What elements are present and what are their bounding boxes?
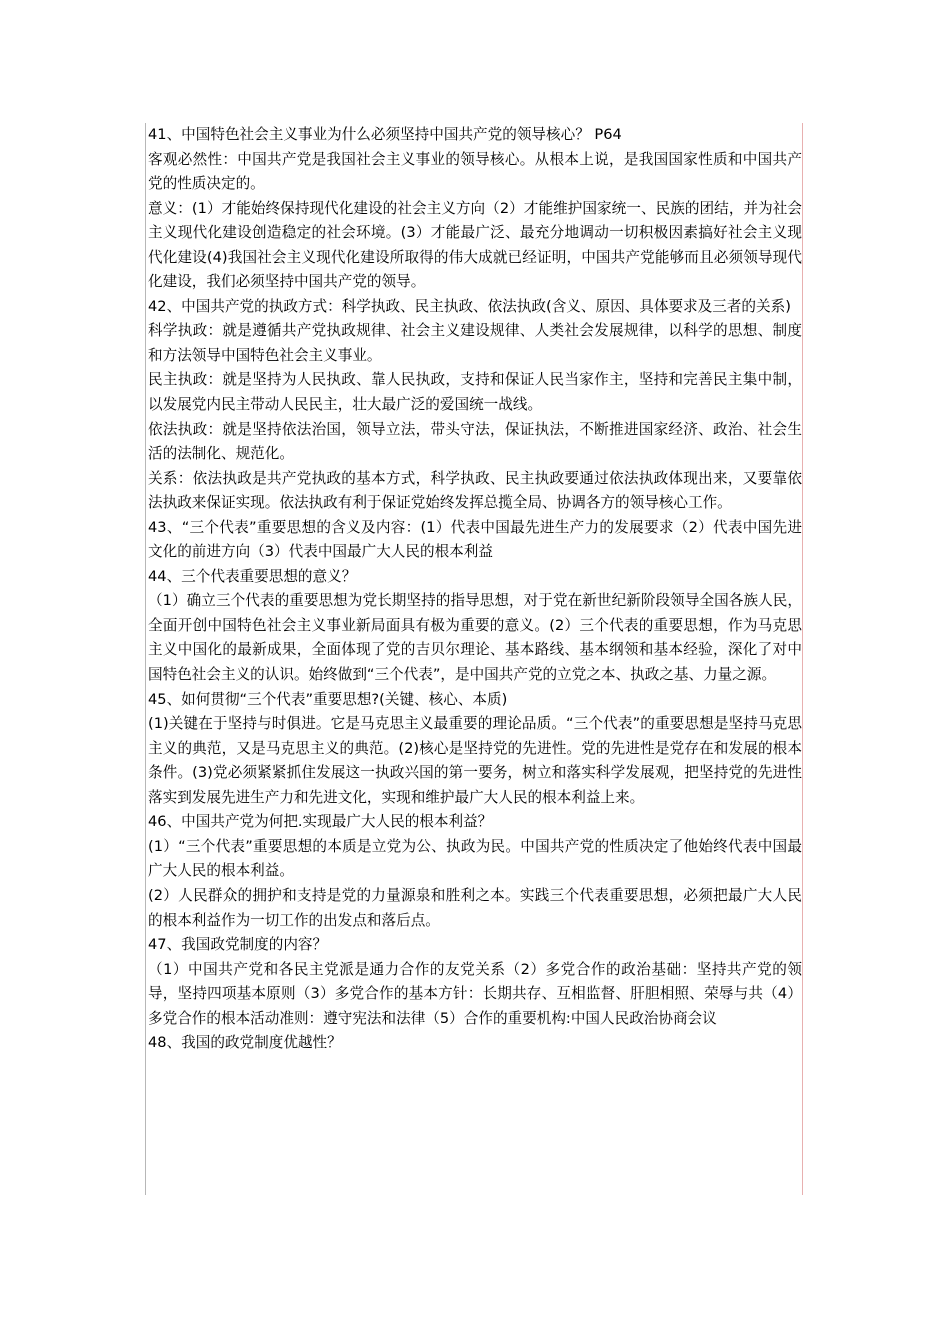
answer-paragraph: 客观必然性：中国共产党是我国社会主义事业的领导核心。从根本上说，是我国国家性质和中国共产党的性质决定的。	[148, 150, 802, 193]
question-46-heading: 46、中国共产党为何把.实现最广大人民的根本利益？	[148, 813, 493, 831]
answer-paragraph: 意义：(1）才能始终保持现代化建设的社会主义方向（2）才能维护国家统一、民族的团结，并为社会主义现代化建设创造稳定的社会环境。(3）才能最广泛、最充分地调动一切积极因素搞好社会主义现代化建设(4)我国社会主义现代化建设所取得的伟大成就已经证明，中国共产党能够而且必须领导现代化建设，我们必须坚持中国共产党的领导。	[148, 199, 802, 291]
question-47-heading: 47、我国政党制度的内容？	[148, 936, 328, 954]
text-column	[145, 123, 803, 1195]
answer-paragraph: (1）“三个代表”重要思想的本质是立党为公、执政为民。中国共产党的性质决定了他始终代表中国最广大人民的根本利益。	[148, 837, 802, 880]
answer-paragraph: 民主执政：就是坚持为人民执政、靠人民执政，支持和保证人民当家作主，坚持和完善民主集中制，以发展党内民主带动人民民主，壮大最广泛的爱国统一战线。	[148, 371, 802, 414]
question-42-heading: 42、中国共产党的执政方式：科学执政、民主执政、依法执政(含义、原因、具体要求及三者的关系)	[148, 297, 791, 315]
answer-paragraph: 依法执政：就是坚持依法治国，领导立法，带头守法，保证执法，不断推进国家经济、政治、社会生活的法制化、规范化。	[148, 420, 802, 463]
question-45-heading: 45、如何贯彻“三个代表”重要思想?(关键、核心、本质)	[148, 690, 508, 708]
answer-paragraph: 科学执政：就是遵循共产党执政规律、社会主义建设规律、人类社会发展规律，以科学的思想、制度和方法领导中国特色社会主义事业。	[148, 322, 802, 364]
answer-paragraph: （1）确立三个代表的重要思想为党长期坚持的指导思想，对于党在新世纪新阶段领导全国各族人民，全面开创中国特色社会主义事业新局面具有极为重要的意义。(2）三个代表的重要思想，作为马克思主义中国化的最新成果，全面体现了党的吉贝尔理论、基本路线、基本纲领和基本经验，深化了对中国特色社会主义的认识。始终做到“三个代表”，是中国共产党的立党之本、执政之基、力量之源。	[148, 592, 802, 684]
answer-paragraph: 关系：依法执政是共产党执政的基本方式，科学执政、民主执政要通过依法执政体现出来，又要靠依法执政来保证实现。依法执政有利于保证党始终发挥总揽全局、协调各方的领导核心工作。	[148, 469, 802, 512]
question-41-heading: 41、中国特色社会主义事业为什么必须坚持中国共产党的领导核心？ P64	[148, 126, 622, 143]
question-43-heading: 43、“三个代表”重要思想的含义及内容：(1）代表中国最先进生产力的发展要求（2）代表中国先进文化的前进方向（3）代表中国最广大人民的根本利益	[148, 518, 802, 561]
answer-paragraph: (2）人民群众的拥护和支持是党的力量源泉和胜利之本。实践三个代表重要思想，必须把最广大人民的根本利益作为一切工作的出发点和落后点。	[148, 886, 802, 929]
question-48-heading: 48、我国的政党制度优越性？	[148, 1034, 342, 1052]
question-44-heading: 44、三个代表重要思想的意义？	[148, 567, 357, 585]
answer-paragraph: （1）中国共产党和各民主党派是通力合作的友党关系（2）多党合作的政治基础：坚持共产党的领导，坚持四项基本原则（3）多党合作的基本方针：长期共存、互相监督、肝胆相照、荣辱与共（4）多党合作的根本活动准则：遵守宪法和法律（5）合作的重要机构:中国人民政治协商会议	[148, 960, 802, 1027]
answer-paragraph: (1)关键在于坚持与时俱进。它是马克思主义最重要的理论品质。“三个代表”的重要思想是坚持马克思主义的典范，又是马克思主义的典范。(2)核心是坚持党的先进性。党的先进性是党存在和发展的根本条件。(3)党必须紧紧抓住发展这一执政兴国的第一要务，树立和落实科学发展观，把坚持党的先进性落实到发展先进生产力和先进文化，实现和维护最广大人民的根本利益上来。	[148, 715, 802, 806]
